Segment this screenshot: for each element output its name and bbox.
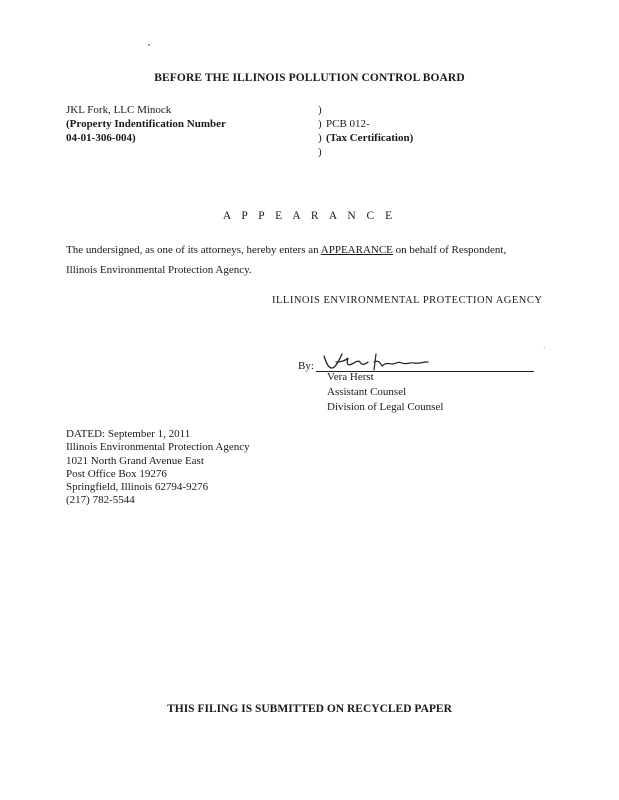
signer-role: Assistant Counsel [327,386,407,398]
dated-line: DATED: September 1, 2011 [66,428,191,440]
margin-mark: · [543,344,546,352]
scan-speck [148,44,150,46]
caption-paren: ) [318,146,322,158]
caption-paren: ) [318,104,322,116]
case-type: (Tax Certification) [326,132,414,144]
party-name: JKL Fork, LLC Minock [66,104,172,116]
recycled-paper-footer: THIS FILING IS SUBMITTED ON RECYCLED PAPER [167,703,452,715]
address-line: Springfield, Illinois 62794-9276 [66,481,209,494]
address-line: Post Office Box 19276 [66,467,167,480]
statement-appearance-word: APPEARANCE [320,244,393,256]
appearance-heading: A P P E A R A N C E [222,210,397,222]
dated-address-block [66,428,250,508]
appearance-statement-line2: Illinois Environmental Protection Agency. [66,264,252,276]
caption-paren: ) [318,132,322,144]
address-line: 1021 North Grand Avenue East [66,454,204,467]
signer-division: Division of Legal Counsel [327,401,444,413]
caption-paren: ) [318,118,322,130]
by-label: By: [298,360,314,372]
address-line: (217) 782-5544 [66,494,135,507]
statement-text-before: The undersigned, as one of its attorneys, hereby enters an [66,244,321,256]
agency-name: ILLINOIS ENVIRONMENTAL PROTECTION AGENCY [272,295,543,306]
case-caption-number [326,117,413,145]
document-title: BEFORE THE ILLINOIS POLLUTION CONTROL BOARD [154,72,465,84]
case-caption-parties [66,103,226,145]
property-id-label: (Property Indentification Number [66,118,226,130]
property-id: 04-01-306-004) [66,132,136,144]
signer-block [327,370,443,415]
statement-text-after: on behalf of Respondent, [392,244,507,256]
appearance-statement [66,244,506,256]
caption-parentheses [318,103,322,159]
case-number: PCB 012- [326,118,370,130]
address-line: Illinois Environmental Protection Agency [66,441,250,454]
signer-name: Vera Herst [327,371,374,383]
